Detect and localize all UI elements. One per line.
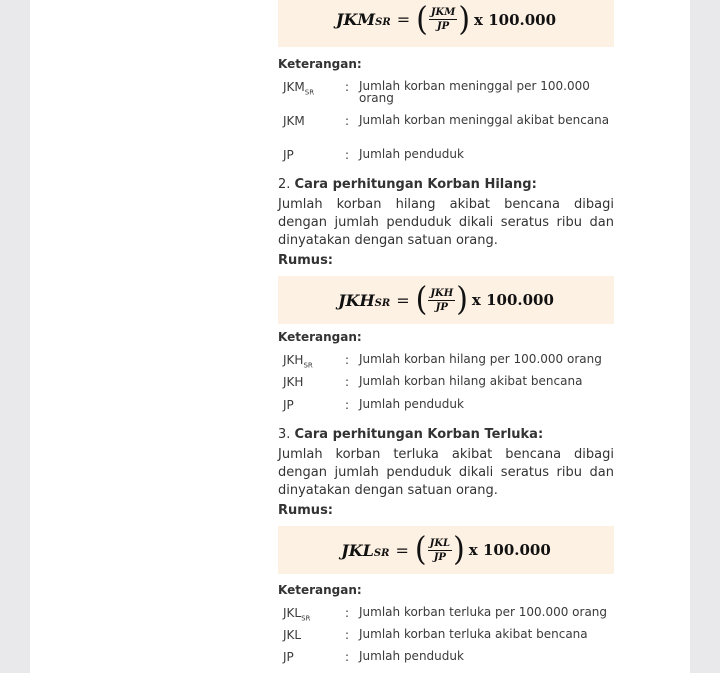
colon: : — [345, 650, 350, 664]
formula-var: JKH — [338, 290, 375, 310]
denominator: JP — [436, 21, 450, 32]
multiplier: x 100.000 — [474, 10, 557, 29]
paren-open: ( — [414, 530, 427, 569]
formula-sub: SR — [373, 547, 390, 559]
keterangan-heading: Keterangan: — [278, 57, 362, 71]
term: JKL — [283, 628, 302, 642]
fraction — [428, 288, 455, 313]
colon: : — [345, 375, 350, 389]
term-description: Jumlah penduduk — [359, 397, 464, 411]
colon: : — [345, 80, 350, 94]
equals-sign: = — [396, 10, 411, 29]
multiplier: x 100.000 — [468, 541, 551, 559]
term-description: Jumlah korban hilang akibat bencana — [359, 374, 583, 388]
numerator: JKH — [430, 287, 454, 299]
denominator: JP — [433, 551, 446, 563]
formula-sub: SR — [374, 297, 391, 309]
keterangan-heading: Keterangan: — [278, 330, 362, 344]
multiplier: x 100.000 — [471, 291, 554, 309]
paren-close: ) — [456, 280, 468, 319]
formula-var: JKM — [335, 10, 376, 29]
term: JP — [283, 148, 294, 162]
fraction — [428, 538, 452, 563]
equals-sign: = — [395, 540, 409, 560]
colon: : — [345, 148, 350, 162]
term-description: Jumlah penduduk — [359, 147, 464, 161]
paren-open: ( — [415, 280, 428, 319]
section-title-korban-terluka: 3. Cara perhitungan Korban Terluka: — [278, 427, 544, 442]
paren-close: ) — [453, 530, 465, 569]
term-description: Jumlah korban meninggal per 100.000 orang — [359, 79, 590, 105]
formula-box-jkh — [278, 276, 614, 324]
equals-sign: = — [396, 290, 410, 310]
term: JP — [283, 650, 294, 664]
colon: : — [345, 606, 350, 620]
formula-jkl — [341, 530, 551, 569]
term: $JKH_{SR}$ — [283, 353, 313, 370]
paren-open: ( — [416, 0, 428, 39]
colon: : — [345, 628, 350, 642]
formula-jkm — [335, 0, 557, 39]
colon: : — [345, 114, 350, 128]
term: JP — [283, 398, 294, 412]
term: $JKL_{SR}$ — [283, 606, 311, 623]
term: JKH — [283, 375, 304, 389]
colon: : — [345, 353, 350, 367]
rumus-label: Rumus: — [278, 253, 334, 268]
formula-sub: SR — [375, 17, 391, 28]
paragraph-korban-terluka: Jumlah korban terluka akibat bencana dibagi dengan jumlah penduduk dikali seratus ribu dan dinyatakan dengan satuan orang. — [278, 447, 614, 498]
term-description: Jumlah korban meninggal akibat bencana — [359, 113, 610, 127]
numerator: JKL — [429, 537, 451, 549]
term: $JKM_{SR}$ — [283, 80, 315, 97]
rumus-label: Rumus: — [278, 503, 334, 518]
denominator: JP — [435, 301, 448, 313]
fraction — [429, 7, 458, 32]
term-description: Jumlah korban hilang per 100.000 orang — [359, 352, 602, 366]
document-page — [30, 0, 690, 673]
term-description: Jumlah penduduk — [359, 649, 464, 663]
colon: : — [345, 398, 350, 412]
formula-jkh — [338, 280, 554, 319]
formula-box-jkl — [278, 526, 614, 574]
formula-var: JKL — [341, 540, 374, 560]
numerator: JKM — [430, 7, 456, 18]
section-title-korban-hilang: 2. Cara perhitungan Korban Hilang: — [278, 177, 537, 192]
paren-close: ) — [458, 0, 471, 39]
term: JKM — [283, 114, 305, 128]
term-description: Jumlah korban terluka akibat bencana — [359, 627, 588, 641]
term-description: Jumlah korban terluka per 100.000 orang — [359, 605, 608, 619]
keterangan-heading: Keterangan: — [278, 583, 362, 597]
paragraph-korban-hilang: Jumlah korban hilang akibat bencana dibagi dengan jumlah penduduk dikali seratus ribu dan dinyatakan dengan satuan orang. — [278, 197, 614, 248]
formula-box-jkm — [278, 0, 614, 47]
